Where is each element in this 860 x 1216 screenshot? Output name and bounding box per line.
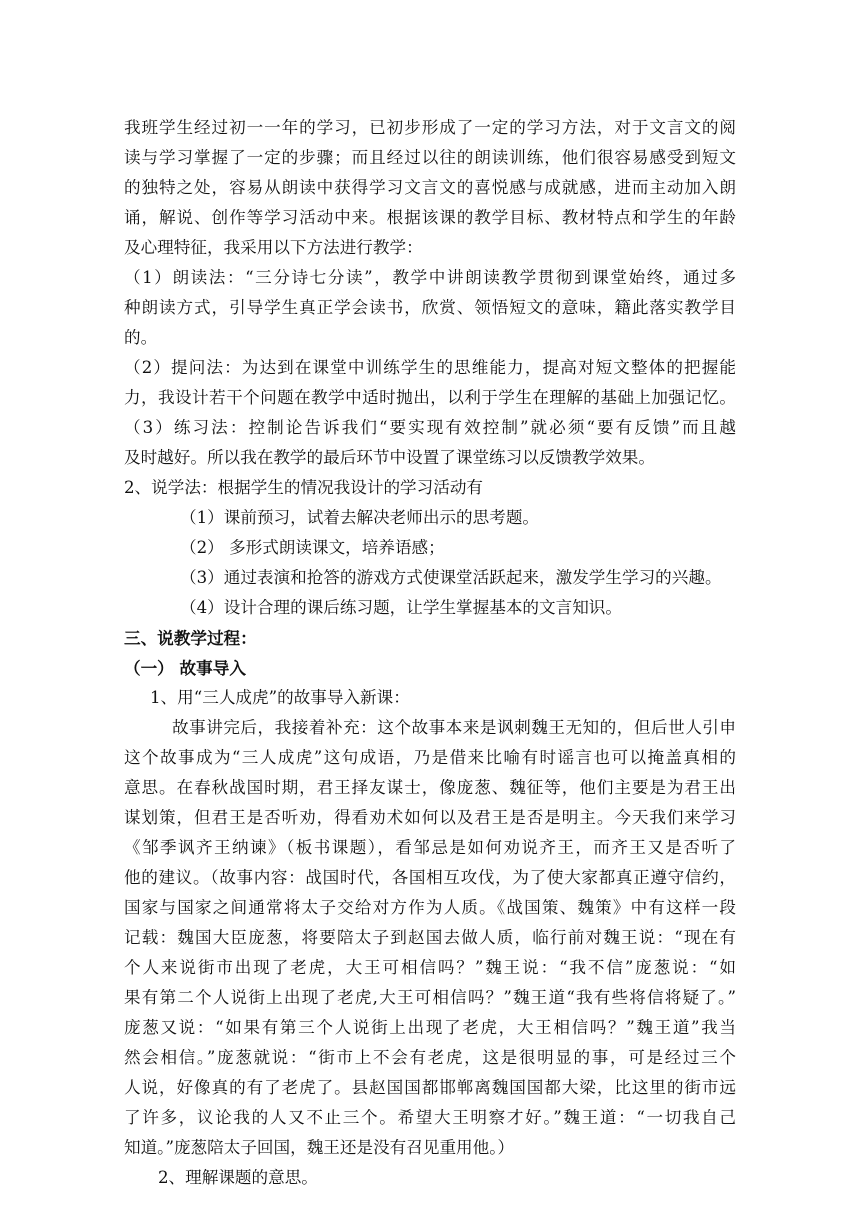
- subsection-heading-story-intro: （一） 故事导入: [124, 658, 246, 678]
- paragraph-line: 我班学生经过初一一年的学习，已初步形成了一定的学习方法，对于文言文的阅: [124, 118, 736, 137]
- paragraph-line: 个人来说街市出现了老虎，大王可相信吗？”魏王说：“我不信”庞葱说：“如: [124, 958, 736, 977]
- paragraph-line: 人说，好像真的有了老虎了。县赵国国都邯郸离魏国国都大梁，比这里的街市远: [124, 1078, 736, 1097]
- paragraph-line: 的。: [124, 328, 158, 347]
- step-heading-1: 1、用“三人成虎”的故事导入新课：: [150, 688, 410, 707]
- paragraph-line: 谋划策，但君王是否听劝，得看劝术如何以及君王是否是明主。今天我们来学习: [124, 808, 736, 827]
- paragraph-line: 意思。在春秋战国时期，君王择友谋士，像庞葱、魏征等，他们主要是为君王出: [124, 778, 736, 797]
- method-item-1: （1）朗读法：“三分诗七分读”，教学中讲朗读教学贯彻到课堂始终，通过多: [124, 268, 736, 287]
- paragraph-line: 他的建议。（故事内容：战国时代，各国相互攻伐，为了使大家都真正遵守信约，: [124, 868, 736, 887]
- method-item-2: （2）提问法：为达到在课堂中训练学生的思维能力，提高对短文整体的把握能: [124, 358, 736, 377]
- activity-item-1: （1）课前预习，试着去解决老师出示的思考题。: [180, 508, 540, 527]
- paragraph-line: 的独特之处，容易从朗读中获得学习文言文的喜悦感与成就感，进而主动加入朗: [124, 178, 736, 197]
- method-item-3: （3）练习法：控制论告诉我们“要实现有效控制”就必须“要有反馈”而且越: [124, 418, 736, 437]
- paragraph-line: 力，我设计若干个问题在教学中适时抛出，以利于学生在理解的基础上加强记忆。: [124, 388, 736, 407]
- section-heading-study-method: 2、说学法：根据学生的情况我设计的学习活动有: [124, 478, 484, 497]
- paragraph-line: 记载：魏国大臣庞葱，将要陪太子到赵国去做人质，临行前对魏王说：“现在有: [124, 928, 736, 947]
- paragraph-line: 果有第二个人说街上出现了老虎,大王可相信吗？”魏王道“我有些将信将疑了。”: [124, 988, 736, 1007]
- paragraph-line: 国家与国家之间通常将太子交给对方作为人质。《战国策、魏策》中有这样一段: [124, 898, 736, 917]
- paragraph-line: 了许多，议论我的人又不止三个。希望大王明察才好。”魏王道：“一切我自己: [124, 1108, 736, 1127]
- activity-item-2: （2） 多形式朗读课文，培养语感；: [180, 538, 445, 557]
- step-heading-2: 2、理解课题的意思。: [158, 1168, 318, 1187]
- paragraph-line: 这个故事成为“三人成虎”这句成语，乃是借来比喻有时谣言也可以掩盖真相的: [124, 748, 736, 767]
- activity-item-3: （3）通过表演和抢答的游戏方式使课堂活跃起来，激发学生学习的兴趣。: [180, 568, 722, 587]
- paragraph-line: 读与学习掌握了一定的步骤；而且经过以往的朗读训练，他们很容易感受到短文: [124, 148, 736, 167]
- paragraph-line: 及时越好。所以我在教学的最后环节中设置了课堂练习以反馈教学效果。: [124, 448, 655, 467]
- paragraph-line: 知道。”庞葱陪太子回国，魏王还是没有召见重用他。）: [124, 1138, 515, 1157]
- paragraph-line: 诵，解说、创作等学习活动中来。根据该课的教学目标、教材特点和学生的年龄: [124, 208, 736, 227]
- activity-item-4: （4）设计合理的课后练习题，让学生掌握基本的文言知识。: [180, 598, 622, 617]
- paragraph-line: 及心理特征，我采用以下方法进行教学：: [124, 238, 423, 257]
- paragraph-line: 种朗读方式，引导学生真正学会读书，欣赏、领悟短文的意味，籍此落实教学目: [124, 298, 736, 317]
- section-heading-teaching-process: 三、说教学过程：: [124, 628, 257, 648]
- paragraph-line: 《邹季讽齐王纳谏》（板书课题），看邹忌是如何劝说齐王，而齐王又是否听了: [124, 838, 736, 857]
- paragraph-line: 故事讲完后，我接着补充：这个故事本来是讽刺魏王无知的，但后世人引申: [172, 718, 736, 737]
- paragraph-line: 然会相信。”庞葱就说：“街市上不会有老虎，这是很明显的事，可是经过三个: [124, 1048, 736, 1067]
- paragraph-line: 庞葱又说：“如果有第三个人说街上出现了老虎，大王相信吗？”魏王道”我当: [124, 1018, 736, 1037]
